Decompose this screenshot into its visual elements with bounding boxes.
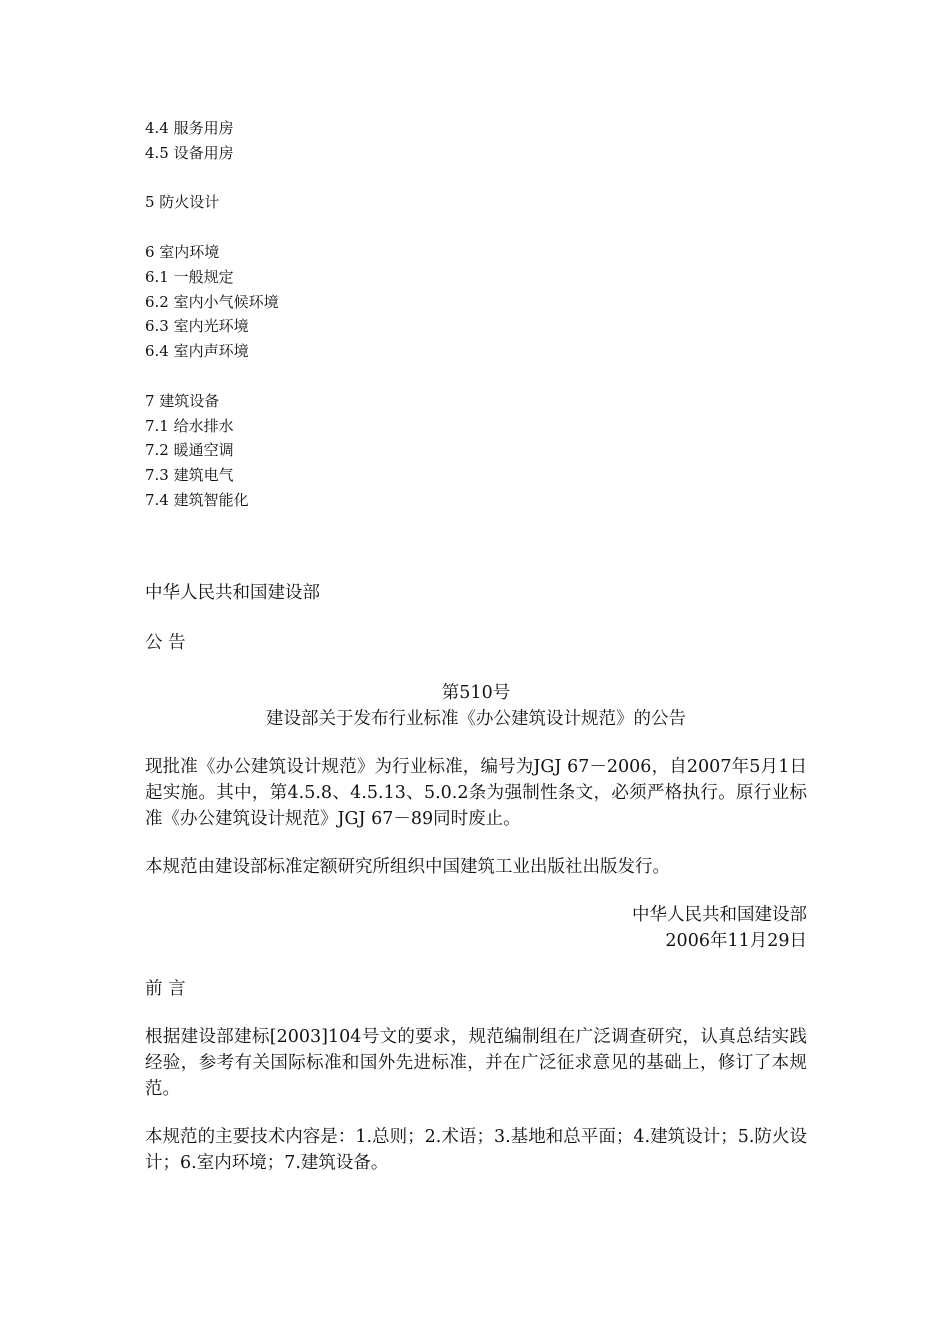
- toc-item: 7.4 建筑智能化: [145, 490, 249, 509]
- toc-spacer: [145, 166, 805, 191]
- toc-item: 4.5 设备用房: [145, 143, 234, 162]
- toc-item: 6.4 室内声环境: [145, 342, 249, 361]
- toc-spacer: [145, 215, 805, 240]
- toc-chapter: 6 室内环境: [145, 242, 220, 261]
- announcement-number: 第510号: [441, 683, 511, 703]
- announcement-paragraph: 本规范由建设部标准定额研究所组织中国建筑工业出版社出版发行。: [145, 857, 670, 877]
- toc-chapter: 5 防火设计: [145, 193, 220, 212]
- toc-spacer: [145, 364, 805, 389]
- announcement-paragraph: 现批准《办公建筑设计规范》为行业标准，编号为JGJ 67－2006，自2007年5月1日起实施。其中，第4.5.8、4.5.13、5.0.2条为强制性条文，必须严格执行。原行业标准《办公建筑设计规范》JGJ 67－89同时废止。: [145, 757, 807, 829]
- foreword-heading: 前 言: [145, 979, 186, 999]
- issuer-name: 中华人民共和国建设部: [145, 583, 320, 603]
- toc-item: 6.3 室内光环境: [145, 317, 249, 336]
- toc-item: 4.4 服务用房: [145, 119, 234, 137]
- toc-item: 6.2 室内小气候环境: [145, 292, 279, 311]
- document-body: [145, 580, 807, 1176]
- foreword-paragraph: 本规范的主要技术内容是：1.总则；2.术语；3.基地和总平面；4.建筑设计；5.防火设计；6.室内环境；7.建筑设备。: [145, 1127, 807, 1173]
- signature-date: 2006年11月29日: [665, 931, 807, 951]
- signature-organization: 中华人民共和国建设部: [632, 905, 807, 925]
- announcement-heading: 公 告: [145, 633, 186, 653]
- toc-item: 7.1 给水排水: [145, 416, 234, 435]
- toc-item: 7.3 建筑电气: [145, 466, 234, 485]
- toc-item: 7.2 暖通空调: [145, 441, 234, 460]
- table-of-contents: [145, 116, 805, 513]
- announcement-title: 建设部关于发布行业标准《办公建筑设计规范》的公告: [266, 709, 686, 729]
- foreword-paragraph: 根据建设部建标[2003]104号文的要求，规范编制组在广泛调查研究，认真总结实践经验，参考有关国际标准和国外先进标准，并在广泛征求意见的基础上，修订了本规范。: [145, 1027, 807, 1099]
- toc-chapter: 7 建筑设备: [145, 391, 220, 410]
- toc-item: 6.1 一般规定: [145, 267, 234, 286]
